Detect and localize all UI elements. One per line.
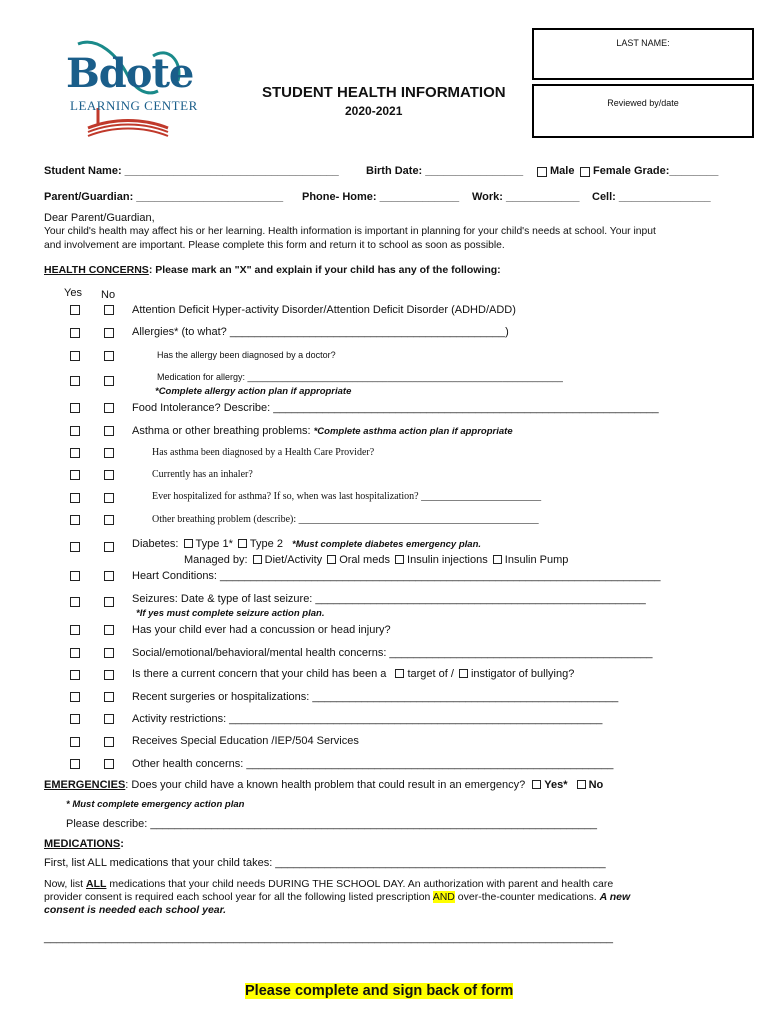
bullying-no-checkbox[interactable] xyxy=(104,670,114,680)
diabetes-label: Diabetes: xyxy=(132,538,179,550)
food-yes-checkbox[interactable] xyxy=(70,403,80,413)
heart-yes-checkbox[interactable] xyxy=(70,571,80,581)
asthma-yes-checkbox[interactable] xyxy=(70,426,80,436)
insulin-injections-label: Insulin injections xyxy=(407,554,488,566)
page-title: STUDENT HEALTH INFORMATION xyxy=(262,84,506,101)
school-year: 2020-2021 xyxy=(345,104,403,118)
last-name-label: LAST NAME: xyxy=(616,38,670,48)
asthma-text: Asthma or other breathing problems: xyxy=(132,425,314,437)
inhaler-yes-checkbox[interactable] xyxy=(70,470,80,480)
adhd-label: Attention Deficit Hyper-activity Disorder/Attention Deficit Disorder (ADHD/ADD) xyxy=(132,304,516,316)
adhd-yes-checkbox[interactable] xyxy=(70,305,80,315)
diabetes-no-checkbox[interactable] xyxy=(104,542,114,552)
hospital-yes-checkbox[interactable] xyxy=(70,493,80,503)
instigator-checkbox[interactable] xyxy=(459,669,468,678)
diabetes-plan-note: *Must complete diabetes emergency plan. xyxy=(292,539,482,550)
school-day-meds-line-2 xyxy=(44,891,630,903)
inhaler-no-checkbox[interactable] xyxy=(104,470,114,480)
other-breathing-yes-checkbox[interactable] xyxy=(70,515,80,525)
type2-label: Type 2 xyxy=(249,538,283,550)
surgeries-no-checkbox[interactable] xyxy=(104,692,114,702)
school-day-meds-input-line[interactable]: _____________________________________________________________________________________________ xyxy=(44,932,613,944)
emergency-no-label: No xyxy=(588,779,604,791)
emergencies-question: : Does your child have a known health problem that could result in an emergency? xyxy=(125,779,526,791)
now-list-text: Now, list xyxy=(44,878,87,890)
female-grade-label: Female Grade:________ xyxy=(593,165,719,177)
food-no-checkbox[interactable] xyxy=(104,403,114,413)
seizure-plan-note: *If yes must complete seizure action plan. xyxy=(136,608,325,619)
insulin-injections-checkbox[interactable] xyxy=(395,555,404,564)
inhaler-label: Currently has an inhaler? xyxy=(152,469,253,480)
female-checkbox[interactable] xyxy=(580,167,590,177)
activity-yes-checkbox[interactable] xyxy=(70,714,80,724)
bullying-label: Is there a current concern that your child has been a xyxy=(132,668,387,680)
other-health-field[interactable]: Other health concerns: ____________________________________________________________ xyxy=(132,758,614,770)
seizures-yes-checkbox[interactable] xyxy=(70,597,80,607)
diet-checkbox[interactable] xyxy=(253,555,262,564)
emergencies-heading: EMERGENCIES xyxy=(44,779,126,791)
asthma-no-checkbox[interactable] xyxy=(104,426,114,436)
greeting: Dear Parent/Guardian, xyxy=(44,212,155,224)
intro-line-2: and involvement are important. Please complete this form and return it to school as soon as possible. xyxy=(44,240,505,251)
hospital-no-checkbox[interactable] xyxy=(104,493,114,503)
social-yes-checkbox[interactable] xyxy=(70,648,80,658)
otc-text: over-the-counter medications. xyxy=(454,891,600,903)
reviewed-box[interactable] xyxy=(532,84,754,138)
seizures-no-checkbox[interactable] xyxy=(104,597,114,607)
asthma-label xyxy=(132,425,513,437)
diabetes-yes-checkbox[interactable] xyxy=(70,542,80,552)
health-concerns-instruction: : Please mark an "X" and explain if your child has any of the following: xyxy=(148,264,501,276)
diet-label: Diet/Activity xyxy=(264,554,323,566)
social-field[interactable]: Social/emotional/behavioral/mental health concerns: ___________________________________________ xyxy=(132,647,653,659)
allergy-med-no-checkbox[interactable] xyxy=(104,376,114,386)
reviewed-label: Reviewed by/date xyxy=(607,98,679,108)
other-breathing-no-checkbox[interactable] xyxy=(104,515,114,525)
insulin-pump-checkbox[interactable] xyxy=(493,555,502,564)
asthma-diag-yes-checkbox[interactable] xyxy=(70,448,80,458)
allergy-diag-yes-checkbox[interactable] xyxy=(70,351,80,361)
social-no-checkbox[interactable] xyxy=(104,648,114,658)
intro-line-1: Your child's health may affect his or her learning. Health information is important in planning for your child's needs at school. Your input xyxy=(44,226,656,237)
new-consent-text-b: consent is needed each school year. xyxy=(44,904,227,916)
heart-no-checkbox[interactable] xyxy=(104,571,114,581)
all-medications-field[interactable]: First, list ALL medications that your child takes: ______________________________________________________ xyxy=(44,857,606,869)
type1-label: Type 1* xyxy=(195,538,233,550)
special-ed-no-checkbox[interactable] xyxy=(104,737,114,747)
emergency-plan-note: * Must complete emergency action plan xyxy=(66,799,245,810)
footer-instruction: Please complete and sign back of form xyxy=(245,983,514,999)
asthma-plan-note: *Complete asthma action plan if appropriate xyxy=(313,426,513,437)
yes-column-header: Yes xyxy=(64,287,82,299)
last-name-box[interactable] xyxy=(532,28,754,80)
bullying-row xyxy=(132,668,574,680)
type1-checkbox[interactable] xyxy=(184,539,193,548)
asthma-diag-no-checkbox[interactable] xyxy=(104,448,114,458)
health-concerns-heading xyxy=(44,264,501,276)
and-highlight: AND xyxy=(432,891,455,903)
emergency-yes-label: Yes* xyxy=(544,779,568,791)
activity-restrictions-field[interactable]: Activity restrictions: _____________________________________________________________ xyxy=(132,713,603,725)
emergency-yes-checkbox[interactable] xyxy=(532,780,541,789)
seizures-field[interactable]: Seizures: Date & type of last seizure: ______________________________________________________ xyxy=(132,593,646,605)
concussion-yes-checkbox[interactable] xyxy=(70,625,80,635)
cell-field[interactable]: Cell: _______________ xyxy=(592,191,711,203)
oral-meds-checkbox[interactable] xyxy=(327,555,336,564)
other-breathing-field[interactable]: Other breathing problem (describe): ________________________________________________ xyxy=(152,514,539,525)
diabetes-row xyxy=(132,538,481,550)
allergy-medication-field[interactable]: Medication for allergy: _______________________________________________________________ xyxy=(157,372,563,382)
allergy-med-yes-checkbox[interactable] xyxy=(70,376,80,386)
heart-field[interactable]: Heart Conditions: ________________________________________________________________________ xyxy=(132,570,661,582)
medications-colon: : xyxy=(120,838,124,850)
parent-field[interactable]: Parent/Guardian: ________________________ xyxy=(44,191,284,203)
surgeries-field[interactable]: Recent surgeries or hospitalizations: __________________________________________________ xyxy=(132,691,619,703)
special-ed-yes-checkbox[interactable] xyxy=(70,737,80,747)
type2-checkbox[interactable] xyxy=(238,539,247,548)
other-health-no-checkbox[interactable] xyxy=(104,759,114,769)
emergencies-row xyxy=(44,779,603,791)
emergency-no-checkbox[interactable] xyxy=(577,780,586,789)
concussion-label: Has your child ever had a concussion or head injury? xyxy=(132,624,391,636)
school-day-text: medications that your child needs DURING THE SCHOOL DAY. An authorization with parent and health care xyxy=(106,878,614,890)
medications-heading-row xyxy=(44,838,124,850)
bullying-yes-checkbox[interactable] xyxy=(70,670,80,680)
work-field[interactable]: Work: ____________ xyxy=(472,191,580,203)
target-label: target of / xyxy=(407,668,454,680)
concussion-no-checkbox[interactable] xyxy=(104,625,114,635)
all-emphasis: ALL xyxy=(86,878,107,890)
logo-text: Bdote xyxy=(66,50,194,97)
logo xyxy=(58,36,198,146)
adhd-no-checkbox[interactable] xyxy=(104,305,114,315)
oral-meds-label: Oral meds xyxy=(339,554,390,566)
managed-by-row xyxy=(184,554,568,566)
allergies-field[interactable]: Allergies* (to what? _____________________________________________) xyxy=(132,326,509,338)
managed-by-label: Managed by: xyxy=(184,554,248,566)
other-health-yes-checkbox[interactable] xyxy=(70,759,80,769)
health-concerns-title: HEALTH CONCERNS xyxy=(44,264,149,276)
hospitalized-field[interactable]: Ever hospitalized for asthma? If so, when was last hospitalization? ________________________ xyxy=(152,491,542,502)
allergies-no-checkbox[interactable] xyxy=(104,328,114,338)
activity-no-checkbox[interactable] xyxy=(104,714,114,724)
medications-heading: MEDICATIONS xyxy=(44,838,121,850)
male-checkbox[interactable] xyxy=(537,167,547,177)
asthma-diagnosed-label: Has asthma been diagnosed by a Health Care Provider? xyxy=(152,447,375,458)
male-label: Male xyxy=(550,165,575,177)
allergy-diag-no-checkbox[interactable] xyxy=(104,351,114,361)
insulin-pump-label: Insulin Pump xyxy=(504,554,569,566)
target-checkbox[interactable] xyxy=(395,669,404,678)
phone-home-field[interactable]: Phone- Home: _____________ xyxy=(302,191,460,203)
new-consent-text-a: A new xyxy=(599,891,631,903)
surgeries-yes-checkbox[interactable] xyxy=(70,692,80,702)
special-education-label: Receives Special Education /IEP/504 Services xyxy=(132,735,359,747)
no-column-header: No xyxy=(101,289,116,301)
student-name-field[interactable]: Student Name: ___________________________________ xyxy=(44,165,339,177)
allergy-plan-note: *Complete allergy action plan if appropriate xyxy=(155,386,352,397)
logo-subtext: LEARNING CENTER xyxy=(70,98,198,113)
school-day-meds-line-1 xyxy=(44,878,613,890)
birth-date-field[interactable]: Birth Date: ________________ xyxy=(366,165,524,177)
allergies-yes-checkbox[interactable] xyxy=(70,328,80,338)
food-intolerance-field[interactable]: Food Intolerance? Describe: _______________________________________________________________ xyxy=(132,402,659,414)
allergy-diagnosed-label: Has the allergy been diagnosed by a doctor? xyxy=(157,350,336,360)
consent-text: provider consent is required each school year for all the following listed prescription xyxy=(44,891,433,903)
please-describe-field[interactable]: Please describe: _________________________________________________________________________ xyxy=(66,818,597,830)
instigator-label: instigator of bullying? xyxy=(470,668,575,680)
